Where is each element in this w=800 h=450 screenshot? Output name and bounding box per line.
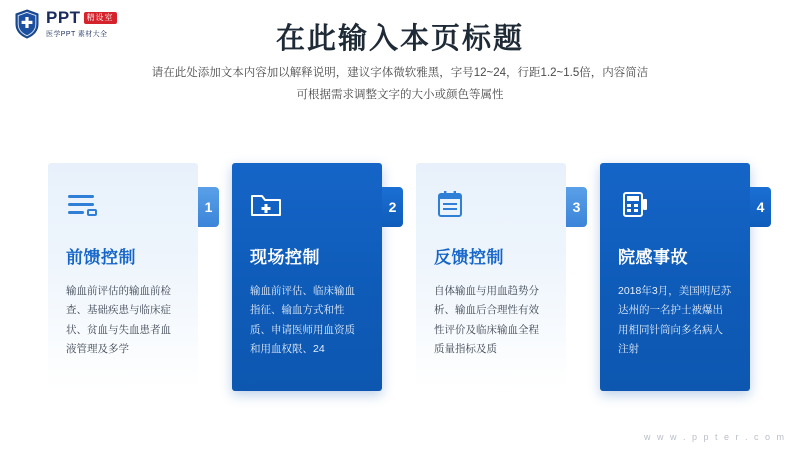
card-surface[interactable] xyxy=(416,163,566,388)
card-number-badge: 1 xyxy=(198,187,219,227)
card-list xyxy=(48,163,765,393)
card-surface[interactable] xyxy=(48,163,198,388)
card-item[interactable] xyxy=(48,163,213,393)
lines-list-icon xyxy=(66,189,100,219)
card-heading: 院感事故 xyxy=(618,248,688,267)
card-item[interactable] xyxy=(600,163,765,393)
page-subtitle xyxy=(0,62,800,107)
card-number-badge: 4 xyxy=(750,187,771,227)
card-heading: 现场控制 xyxy=(250,248,320,267)
card-body: 输血前评估、临床输血指征、输血方式和性质、申请医师用血资质和用血权限、24 xyxy=(250,285,355,356)
card-body: 2018年3月，美国明尼苏达州的一名护士被爆出用相同针筒向多名病人注射 xyxy=(618,285,732,356)
card-number-badge: 3 xyxy=(566,187,587,227)
folder-plus-icon xyxy=(250,189,284,219)
logo-tagline: 医学PPT 素材大全 xyxy=(46,31,108,38)
card-body: 输血前评估的输血前检查、基础疾患与临床症状、贫血与失血患者血液管理及多学 xyxy=(66,285,171,356)
watermark: w w w . p p t e r . c o m xyxy=(643,432,786,442)
card-heading: 前馈控制 xyxy=(66,248,136,267)
subtitle-line-1: 请在此处添加文本内容加以解释说明，建议字体微软雅黑，字号12~24，行距1.2~1.5倍，内容简洁 xyxy=(151,67,649,79)
subtitle-line-2: 可根据需求调整文字的大小或颜色等属性 xyxy=(296,89,504,102)
card-item[interactable] xyxy=(232,163,397,393)
card-number-badge: 2 xyxy=(382,187,403,227)
machine-icon xyxy=(618,189,652,219)
card-body: 自体输血与用血趋势分析、输血后合理性有效性评价及临床输血全程质量指标及质 xyxy=(434,285,539,356)
logo-brand: PPT xyxy=(46,8,81,27)
card-surface[interactable] xyxy=(232,163,382,391)
card-heading: 反馈控制 xyxy=(434,248,504,267)
card-surface[interactable] xyxy=(600,163,750,391)
page-title: 在此输入本页标题 xyxy=(275,23,524,55)
clipboard-icon xyxy=(434,189,468,219)
card-item[interactable] xyxy=(416,163,581,393)
logo-badge: 精设室 xyxy=(84,12,117,24)
